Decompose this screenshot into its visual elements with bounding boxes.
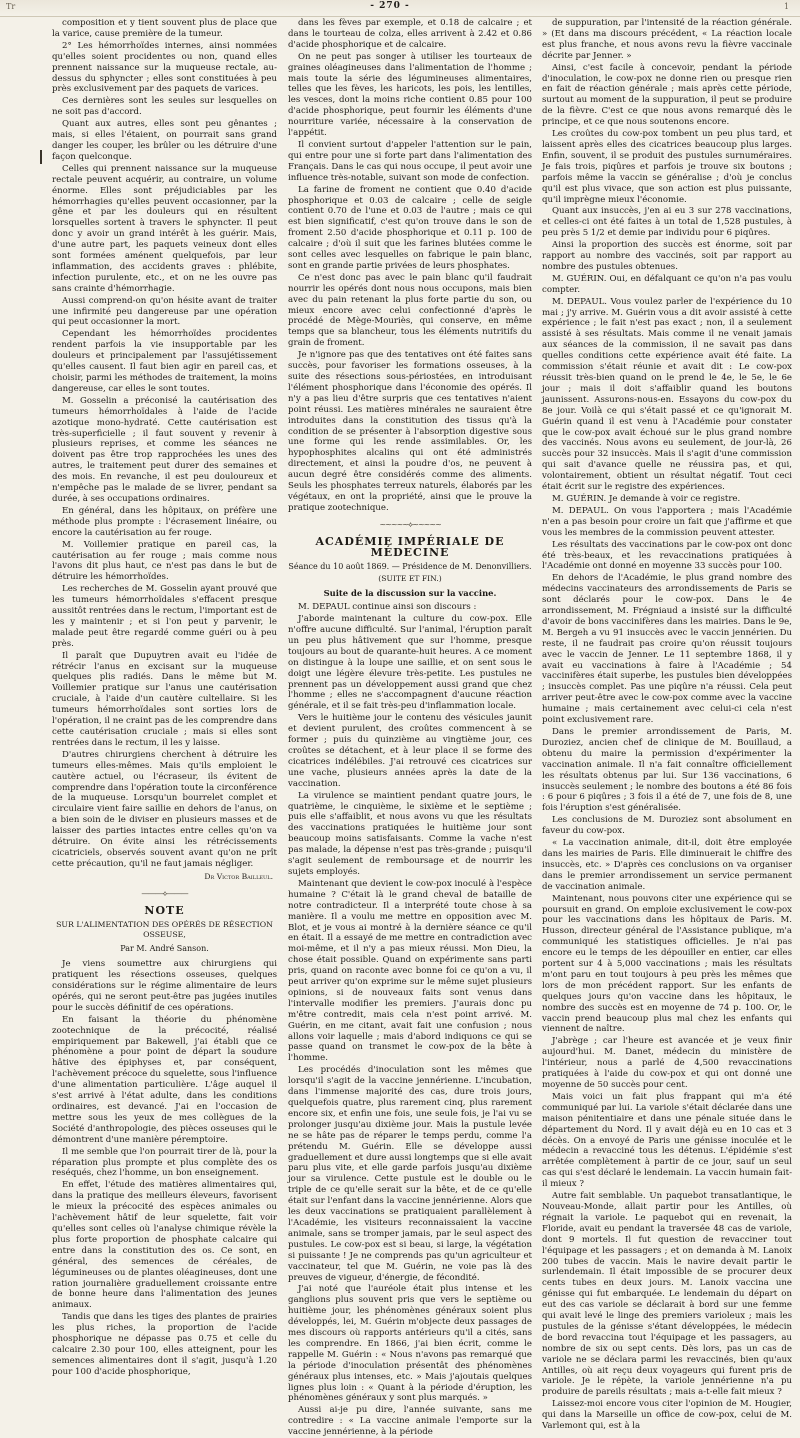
paragraph: Aussi comprend-on qu'on hésite avant de traiter une infirmité peu dangereuse par une opération qui peut occasionner la mort. — [52, 295, 277, 328]
paragraph: M. GUÉRIN. Oui, en défalquant ce qu'on n'a pas voulu compter. — [542, 273, 792, 295]
paragraph: Il paraît que Dupuytren avait eu l'idée de rétrécir l'anus en excisant sur la muqueuse quelques plis radiés. Dans le même but M. Voillemier pratique sur l'anus une cautérisation cruciale, à l'aide d'un cautère cultellaire. Si les tumeurs hémorrhoïdales sont sorties lors de l'opération, il ne craint pas de les comprendre dans cette cautérisation cruciale ; mais si elles sont rentrées dans le rectum, il les y laisse. — [52, 650, 277, 748]
paragraph: M. GUÉRIN. Je demande à voir ce registre. — [552, 493, 741, 504]
paragraph: Dans le premier arrondissement de Paris, M. Duroziez, ancien chef de clinique de M. Bouillaud, a obtenu du maire la permission d'expérimenter la vaccination animale. Il n'a fait connaître officiellement les résultats obtenus par lui. Sur 136 vaccinations, 6 insuccès seulement ; le nombre des boutons a été 86 fois : 6 pour 6 piqûres ; 3 fois il a été de 7, une fois de 8, une fois l'éruption s'est généralisée. — [542, 727, 792, 814]
paragraph: Les croûtes du cow-pox tombent un peu plus tard, et laissent après elles des cicatrices beaucoup plus larges. Enfin, souvent, il se produit des pustules surnuméraires. Je fais trois, piqûres et parfois je trouve six boutons ; parfois même la vaccin se généralise ; d'où je conclus qu'il est plus vivace, que son action est plus puissante, qu'il imprègne mieux l'économie. — [542, 129, 792, 205]
paragraph: Laissez-moi encore vous citer l'opinion de M. Hougier, qui dans la Marseille un office de cow-pox, celui de M. Varlemont qui, est à la — [542, 1399, 792, 1432]
paragraph: Les conclusions de M. Duroziez sont absolument en faveur du cow-pox. — [542, 815, 792, 837]
article-signature: Dr Victor Bailleul. — [204, 871, 273, 881]
paragraph: En général, dans les hôpitaux, on préfère une méthode plus prompte : l'écrasement linéaire, ou encore la cautérisation au fer rouge. — [52, 505, 277, 538]
discussion-title: Suite de la discussion sur la vaccine. — [323, 588, 497, 599]
paragraph: Il me semble que l'on pourrait tirer de là, pour la réparation plus prompte et plus complète des os reséqués, chez l'homme, un bon enseignement. — [52, 1146, 277, 1179]
paragraph: En dehors de l'Académie, le plus grand nombre des médecins vaccinateurs des arrondissements de Paris se sont déclarés pour le cow-pox. Dans le 4e arrondissement, M. Frégniaud a insisté sur la difficulté d'avoir de bons vaccinifères dans les mairies. Dans le 9e, M. Bergeh a vu 91 insuccès avec le vaccin jennérien. Du reste, il ne faudrait pas croire qu'on réussit toujours avec le vaccin de Jenner. Le 11 septembre 1868, il y avait eu vaccinations à faire à l'Académie ; 54 vaccinifères était superbe, les pustules bien développées ; insuccès complet. Pas une piqûre n'a réussi. Cela peut arriver peut-être avec le cow-pox comme avec la vaccine humaine ; mais certainement avec celui-ci cela n'est point exclusivement rare. — [542, 573, 792, 726]
paragraph: Il convient surtout d'appeler l'attention sur le pain, qui entre pour une si forte part dans l'alimentation des Français. Dans le cas qui nous occupe, il peut avoir une influence très-notable, suivant son mode de confection. — [288, 139, 532, 183]
paragraph: M. DEPAUL. Vous voulez parler de l'expérience du 10 mai ; j'y arrive. M. Guérin vous a dit avoir assisté à cette expérience ; le fait n'est pas exact ; non, il a seulement assisté à ses résultats. Mais comme il ne venait jamais aux séances de la commission, il ne savait pas dans quelles conditions cette expérience avait été faite. La commission s'était réunie et avait dit : Le cow-pox réussit très-bien quand on le prend le 4e, le 5e, le 6e jour ; mais il doit s'affaiblir quand les boutons jaunissent. Assurons-nous-en. Essayons du cow-pox du 8e jour. Voilà ce qui s'était passé et ce qu'ignorait M. Guérin quand il est venu à l'Académie pour constater que le cow-pox avait échoué sur le plus grand nombre des vaccinés. Nous avons eu seulement, de jour-là, 26 succès pour 32 insuccès. Mais il s'agit d'une commission qui sait d'avance quelle ne réussira pas, et qui, volontairement, obtient un résultat négatif. Tout ceci était écrit sur le registre des expériences. — [542, 296, 792, 493]
paragraph: Ce n'est donc pas avec le pain blanc qu'il faudrait nourrir les opérés dont nous nous occupons, mais bien avec du pain retenant la plus forte partie du son, ou mieux encore avec celui confectionné d'après le procédé de Mège-Mouriès, qui conserve, en même temps que sa blancheur, tous les éléments nutritifs du grain de froment. — [288, 272, 532, 349]
paragraph: Maintenant que devient le cow-pox inoculé à l'espèce humaine ? C'était là le grand cheval de bataille de notre contradicteur. Il a interprété toute chose à sa manière. Il a voulu me mettre en opposition avec M. Blot, et je vous ai montré à la dernière séance ce qu'il en était. Il a essayé de me mettre en contradiction avec moi-même, et il n'y a pas mieux réussi. Mon Dieu, la chose était possible. Quand on expérimente sans parti pris, quand on raconte avec bonne foi ce qu'on a vu, il peut arriver qu'on exprime sur le même sujet plusieurs opinions, si de nouveaux faits sont venus dans l'intervalle modifier les premiers. J'aurais donc pu m'être contredit, mais cela n'est point arrivé. M. Guérin, en me citant, avait fait une confusion ; nous allons voir laquelle ; mais d'abord indiquons ce qui se passe quand on transmet le cow-pox de la bête à l'homme. — [288, 878, 532, 1064]
paragraph: Celles qui prennent naissance sur la muqueuse rectale peuvent acquérir, au contraire, un volume énorme. Elles sont préjudiciables par les hémorrhagies qu'elles peuvent occasionner, par la gêne et par les douleurs qui en résultent lorsquelles sortent à travers le sphyncter. Il peut donc y avoir un grand intérêt à les guérir. Mais, d'une autre part, les paquets veineux dont elles sont formées aménent quelquefois, par leur inflammation, des accidents graves : phlébite, infection purulente, etc., et on ne les ouvre pas sans crainte d'hémorrhagie. — [52, 163, 277, 294]
paragraph: Je viens soumettre aux chirurgiens qui pratiquent les résections osseuses, quelques considérations sur le régime alimentaire de leurs opérés, qui ne seront peut-être pas jugées inutiles pour le succès définitif de ces opérations. — [52, 959, 277, 1013]
note-text — [52, 959, 277, 1377]
paragraph: M. Gosselin a préconisé la cautérisation des tumeurs hémorrhoïdales à l'aide de l'acide azotique mono-hydraté. Cette cautérisation est très-superficielle ; il faut souvent y revenir à plusieurs reprises, et comme les séances ne doivent pas être trop rapprochées les unes des autres, le traitement peut durer des semaines et des mois. En revanche, il est peu douloureux et n'empêche pas le malade de se livrer, pendant sa durée, à ses occupations ordinaires. — [52, 395, 277, 504]
academie-session: Séance du 10 août 1869. — Présidence de M. Denonvilliers. — [288, 561, 532, 571]
column-right-text — [542, 18, 792, 1432]
paragraph: dans les fèves par exemple, et 0.18 de calcaire ; et dans le tourteau de colza, elles arrivent à 2.42 et 0.86 d'acide phosphorique et de calcaire. — [288, 18, 532, 50]
paragraph: de suppuration, par l'intensité de la réaction générale. » (Et dans ma discours précédent, « La réaction locale est plus franche, et nous avons revu la fièvre vaccinale décrite par Jenner. » — [542, 18, 792, 61]
paragraph: Vers le huitième jour le contenu des vésicules jaunit et devient purulent, des croûtes commencent à se former ; puis du quinzième au vingtième jour, ces croûtes se détachent, et à leur place il se forme des cicatrices indélébiles. J'ai retrouvé ces cicatrices sur une vache, plusieurs années après la date de la vaccination. — [288, 713, 532, 789]
paragraph: Quant aux autres, elles sont peu gênantes ; mais, si elles l'étaient, on pourrait sans grand danger les couper, les brûler ou les détruire d'une façon quelconque. — [52, 119, 277, 162]
column-right — [542, 18, 792, 1432]
paragraph: M. DEPAUL continue ainsi son discours : — [298, 602, 477, 613]
academie-text — [288, 602, 532, 1438]
paragraph: La farine de froment ne contient que 0.40 d'acide phosphorique et 0.03 de calcaire ; celle de seigle contient 0.70 de l'une et 0.03 de l'autre ; mais ce qui est bien significatif, c'est qu'on trouve dans le son de froment 2.50 d'acide phosphorique et 0.11 p. 100 de calcaire ; d'où il suit que les farines blutées comme le sont celles avec lesquelles on fabrique le pain blanc, sont en grande partie privées de leurs phosphates. — [288, 184, 532, 271]
page-header — [0, 0, 800, 17]
paragraph: 2° Les hémorrhoïdes internes, ainsi nommées qu'elles soient procidentes ou non, quand elles prennent naissance sur la muqueuse rectale, au-dessus du sphyncter ; elles sont constituées à peu près exclusivement par des paquets de varices. — [52, 40, 277, 95]
paragraph: En effet, l'étude des matières alimentaires qui, dans la pratique des meilleurs éleveurs, favorisent le mieux la précocité des espèces animales ou l'achèvement hâtif de leur squelette, fait voir qu'elles sont celles où l'analyse chimique révèle la plus forte proportion de phosphate calcaire qui entre dans la constitution des os. Ce sont, en général, des semences de céréales, de légumineuses ou de plantes oléagineuses, dont une ration journalière graduellement croissante entre de bonne heure dans l'alimentation des jeunes animaux. — [52, 1180, 277, 1311]
paragraph: J'abrège ; car l'heure est avancée et je veux finir aujourd'hui. M. Danet, médecin du ministère de l'intérieur, nous a parlé de 4,500 revaccinations pratiquées à l'aide du cow-pox et qui ont donné une moyenne de 50 succès pour cent. — [542, 1036, 792, 1090]
academie-continued: (SUITE ET FIN.) — [378, 574, 442, 584]
note-subtitle: SUR L'ALIMENTATION DES OPÉRÉS DE RÉSECTION OSSEUSE, — [56, 919, 273, 940]
header-right-mark: 1 — [784, 2, 790, 11]
paragraph: Maintenant, nous pouvons citer une expérience qui se poursuit en grand. On emploie exclusivement le cow-pox pour les vaccinations dans les hôpitaux de Paris. M. Husson, directeur général de l'Assistance publique, m'a communiqué les statistiques officielles. Je n'ai pas encore eu le temps de les dépouiller en entier, car elles portent sur 4 à 5,000 vaccinations ; mais les résultats m'ont paru en tout toujours à peu près les mêmes que lors de mon précédent rapport. Sur les enfants de quelques jours qu'on vaccine dans les hôpitaux, le nombre des succès est en moyenne de 74 p. 100. Or, le vaccin prend beaucoup plus mal chez les enfants qui viennent de naître. — [542, 893, 792, 1035]
paragraph: J'aborde maintenant la culture du cow-pox. Elle n'offre aucune difficulté. Sur l'animal, l'éruption paraît un peu plus hâtivement que sur l'homme, presque toujours au bout de quarante-huit heures. A ce moment on distingue à la loupe une saillie, et on sent sous le doigt une légère élevure très-petite. Les pustules ne prennent pas un développement aussi grand que chez l'homme ; elles ne s'accompagnent d'aucune réaction générale, et il se fait très-peu d'inflammation locale. — [288, 614, 532, 712]
paragraph: Les procédés d'inoculation sont les mêmes que lorsqu'il s'agit de la vaccine jennérienne. L'incubation, dans l'immense majorité des cas, dure trois jours, quelquefois quatre, plus rarement cinq, plus rarement encore six, et enfin une fois, une seule fois, je l'ai vu se prolonger jusqu'au dixième jour. Mais la pustule levée ne se hâte pas de réparer le temps perdu, comme l'a prétendu M. Guérin. Elle se développe aussi graduellement et dure aussi longtemps que si elle avait paru plus vite, et elle garde parfois jusqu'au dixième jour sa virulence. Cette pustule est le double ou le triple de ce qu'elle serait sur la bête, et de ce qu'elle était sur l'enfant dans la vaccine jennérienne. Alors que les deux vaccinations se pratiquaient parallèlement à l'Académie, les visiteurs reconnaissaient la vaccine animale, sans se tromper jamais, par le seul aspect des pustules. Le cow-pox est si beau, si large, la végétation si puissante ! Je ne comprends pas qu'un agriculteur et vaccinateur, tel que M. Guérin, ne voie pas là des preuves de vigueur, d'énergie, de fécondité. — [288, 1065, 532, 1283]
column-middle-text — [288, 18, 532, 514]
paragraph: M. Voillemier pratique en pareil cas, la cautérisation au fer rouge ; mais comme nous l'avons dit plus haut, ce n'est pas dans le but de détruire les hémorrhoïdes. — [52, 539, 277, 583]
paragraph: composition et y tient souvent plus de place que la varice, cause première de la tumeur. — [52, 18, 277, 39]
column-left — [52, 18, 277, 1377]
paragraph: Quant aux insuccès, j'en ai eu 3 sur 278 vaccinations, et celles-ci ont été faites à un total de 1,528 pustules, à peu près 5 1/2 et demie par individu pour 6 piqûres. — [542, 206, 792, 239]
academie-title: ACADÉMIE IMPÉRIALE DE MÉDECINE — [315, 534, 505, 559]
paragraph: « La vaccination animale, dit-il, doit être employée dans les mairies de Paris. Elle diminuerait le chiffre des insuccès, etc. » D'après ces conclusions on va organiser dans le premier arrondissement un service permanent de vaccination animale. — [542, 838, 792, 892]
paragraph: M. DEPAUL. On vous l'apportera ; mais l'Académie n'en a pas besoin pour croire un fait que j'affirme et que vous les membres de la commission peuvent attester. — [542, 505, 792, 538]
paragraph: Ainsi la proportion des succès est énorme, soit par rapport au nombre des vaccinés, soit par rapport au nombre des pustules obtenues. — [542, 240, 792, 272]
margin-mark — [40, 150, 52, 164]
page-number: - 270 - — [370, 1, 410, 11]
section-divider: ~~~~~⟡~~~~~ — [379, 519, 441, 529]
paragraph: Les résultats des vaccinations par le cow-pox ont donc été très-beaux, et les revaccinations pratiquées à l'Académie ont donné en moyenne 33 succès pour 100. — [542, 539, 792, 572]
note-title: NOTE — [144, 903, 185, 917]
paragraph: J'ai noté que l'auréole était plus intense et les ganglions plus souvent pris que vers le septième ou huitième jour, les phénomènes généraux soient plus développés, lei, M. Guérin m'objecte deux passages de mes discours où rapports antérieurs qu'il a cités, sans les comprendre. En 1866, j'ai bien écrit, comme le rappelle M. Guérin : « Nous n'avons pas remarqué que la période d'inoculation présentât des phénomènes généraux plus intenses, etc. » Mais j'ajoutais quelques lignes plus loin : « Quant à la période d'éruption, les phénomènes généraux y sont plus marqués. » — [288, 1284, 532, 1404]
paragraph: Ces dernières sont les seules sur lesquelles on ne soit pas d'accord. — [52, 96, 277, 118]
section-divider: ———⟡——— — [141, 888, 188, 898]
paragraph: Tandis que dans les tiges des plantes de prairies les plus riches, la proportion de l'acide phosphorique ne dépasse pas 0.75 et celle du calcaire 2.30 pour 100, elles atteignent, pour les semences alimentaires dont il s'agit, jusqu'à 1.20 pour 100 d'acide phosphorique, — [52, 1312, 277, 1377]
paragraph: Cependant les hémorrhoïdes procidentes rendent parfois la vie insupportable par les douleurs et principalement par l'assujétissement qu'elles causent. Il faut bien agir en pareil cas, et choisir, parmi les méthodes de traitement, la moins dangereuse, car elles le sont toutes. — [52, 329, 277, 394]
paragraph: Autre fait semblable. Un paquebot transatlantique, le Nouveau-Monde, allait partir pour les Antilles, où régnait la variole. Le paquebot qui en revenait, la Floride, avait eu pendant la traversée 48 cas de variole, dont 9 mortels. Il fut question de revacciner tout l'équipage et les passagers ; et on demanda à M. Lanoix 200 tubes de vaccin. Mais le navire devait partir le surlendemain. Il était impossible de se procurer deux cents tubes en deux jours. M. Lanoix vaccina une génisse qui fut embarquée. Le lendemain du départ on eut des cas variole se déclarait à bord sur une femme qui avait levé le linge des premiers varioleux ; mais les pustules de la génisse s'étant développées, le médecin de bord revaccina tout l'équipage et les passagers, au nombre de six ou sept cents. Dès lors, pas un cas de variole ne se déclara parmi les revaccinés, bien qu'aux Antilles, où ait reçu deux voyageurs qui furent pris de variole. Je le répète, la variole jennérienne n'a pu produire de pareils résultats ; mais a-t-elle fait mieux ? — [542, 1191, 792, 1398]
note-byline: Par M. André Sanson. — [120, 944, 209, 954]
paragraph: Mais voici un fait plus frappant qui m'a été communiqué par lui. La variole s'était déclarée dans une maison pénitentiaire et dans une pénale située dans le département du Nord. Il y avait déjà eu en 10 cas et 3 décès. On a envoyé de Paris une génisse inoculée et le médecin a revacciné tous les détenus. L'épidémie s'est arrêtée complètement à partir de ce jour, sauf un seul cas qui s'est déclaré le lendemain. La vaccin humain fait-il mieux ? — [542, 1091, 792, 1190]
paragraph: On ne peut pas songer à utiliser les tourteaux de graines oléagineuses dans l'alimentation de l'homme ; mais toute la série des légumineuses alimentaires, telles que les fèves, les haricots, les pois, les lentilles, les vesces, dont la moins riche contient 0.85 pour 100 d'acide phosphorique, peut fournir les éléments d'une nourriture variée, nécessaire à la conservation de l'appétit. — [288, 51, 532, 139]
column-middle — [288, 18, 532, 1438]
column-left-text — [52, 18, 277, 870]
paragraph: Aussi ai-je pu dire, l'année suivante, sans me contredire : « La vaccine animale l'emporte sur la vaccine jennérienne, à la période — [288, 1405, 532, 1438]
paragraph: En faisant la théorie du phénomène zootechnique de la précocité, réalisé empiriquement par Bakewell, j'ai établi que ce phénomène a pour point de départ la soudure hâtive des épiphyses et, par conséquent, l'achèvement précoce du squelette, sous l'influence d'une alimentation particulière. L'âge auquel il s'est arrivé à l'état adulte, dans les conditions ordinaires, est devancé. J'ai en l'occasion de mettre sous les yeux de mes collègues de la Société d'anthropologie, des pièces osseuses qui le démontrent d'une manière péremptoire. — [52, 1014, 277, 1145]
paragraph: Les recherches de M. Gosselin ayant prouvé que les tumeurs hémorrhoïdales s'effacent presque aussitôt rentrées dans le rectum, l'important est de les y maintenir ; et si l'on peut y parvenir, le malade peut être regardé comme guéri ou à peu près. — [52, 584, 277, 649]
paragraph: Ainsi, c'est facile à concevoir, pendant la période d'inoculation, le cow-pox ne donne rien ou presque rien en fait de réaction générale ; mais après cette période, surtout au moment de la suppuration, il peut se produire de la fièvre. C'est ce que nous avons remarqué dès le principe, et ce que nous soutenons encore. — [542, 62, 792, 128]
paragraph: La virulence se maintient pendant quatre jours, le quatrième, le cinquième, le sixième et le septième ; puis elle s'affaiblit, et nous avons vu que les résultats des vaccinations pratiquées le huitième jour sont beaucoup moins satisfaisants. Comme la vache n'est pas malade, la dépense n'est pas très-grande ; puisqu'il s'agit seulement de remboursage et de nourrir les sujets employés. — [288, 790, 532, 877]
paragraph: D'autres chirurgiens cherchent à détruire les tumeurs elles-mêmes. Mais qu'ils emploient le cautère actuel, ou l'écraseur, ils évitent de comprendre dans l'opération toute la circonférence de la muqueuse. Lorsqu'un bourrelet complet et circulaire vient faire saillie en dehors de l'anus, on a bien soin de le diviser en plusieurs masses et de laisser des parties intactes entre celles qu'on va détruire. On évite ainsi les rétrécissements cicatriciels, observés souvent avant qu'on ne prît cette précaution, qu'il ne faut jamais négliger. — [52, 749, 277, 869]
paragraph: Je n'ignore pas que des tentatives ont été faites sans succès, pour favoriser les formations osseuses, à la suite des résections sous-périostées, en introduisant l'élément phosphorique dans l'économie des opérés. Il n'y a pas lieu d'être surpris que ces tentatives n'aient point réussi. Les matières minérales ne sauraient être introduites dans la constitution des tissus qu'à la condition de se présenter à l'absorption digestive sous une forme qui les rende assimilables. Or, les hypophosphites alcalins qui ont été administrés directement, et ainsi la poudre d'os, ne peuvent à aucun degré être considérés comme des aliments. Seuls les phosphates terreux naturels, élaborés par les végétaux, en ont la propriété, ainsi que le prouve la pratique zootechnique. — [288, 350, 532, 513]
header-left-mark: Tr — [6, 2, 16, 11]
